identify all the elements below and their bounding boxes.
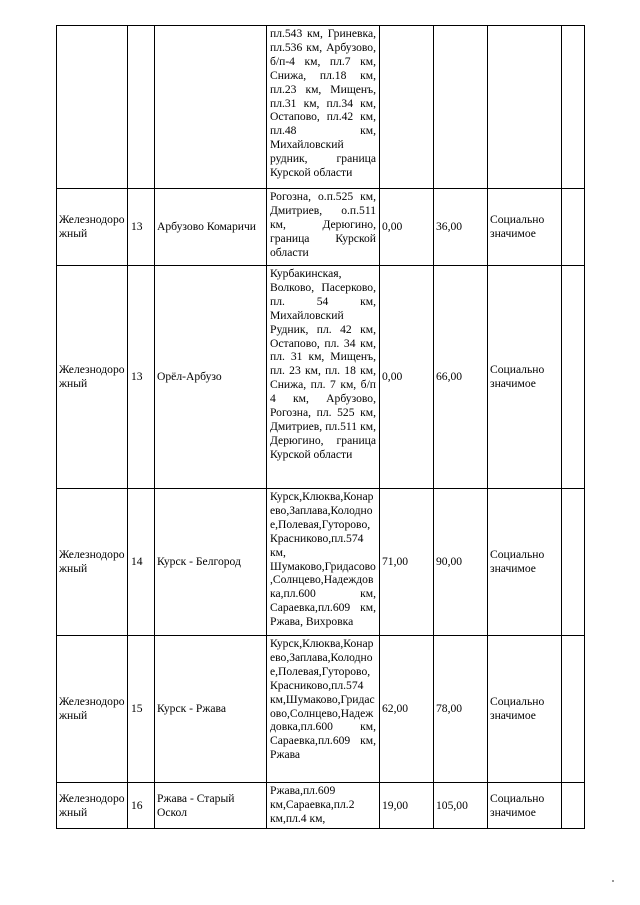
route-name-cell: Курск - Белгород — [155, 489, 267, 636]
status-cell: Социально значимое — [488, 783, 562, 829]
table-row — [57, 266, 585, 489]
route-number-cell: 14 — [128, 489, 155, 636]
extra-cell — [562, 783, 585, 829]
route-number-cell: 13 — [128, 189, 155, 266]
stops-cell: Ржава,пл.609 км,Сараевка,пл.2 км,пл.4 км, — [267, 783, 380, 829]
stops-cell: Курбакинская, Волково, Пасерково, пл. 54 км, Михайловский Рудник, пл. 42 км, Остапово, пл. 34 км, пл. 31 км, Мищенъ, пл. 23 км, пл. 18 км, Снижа, пл. 7 км, б/п 4 км, Арбузово, Рогозна, пл. 525 км, Дмитриев, пл.511 км, Дерюгино, граница Курской области — [267, 266, 380, 489]
stops-cell: Рогозна, о.п.525 км, Дмитриев, о.п.511 км, Дерюгино, граница Курской области — [267, 189, 380, 266]
distance-cell: 19,00 — [380, 783, 434, 829]
route-name-cell: Ржава - Старый Оскол — [155, 783, 267, 829]
transport-type-cell: Железнодорожный — [57, 266, 128, 489]
extra-cell — [562, 26, 585, 189]
status-cell: Социально значимое — [488, 189, 562, 266]
route-name-cell — [155, 26, 267, 189]
routes-table — [56, 25, 585, 829]
stops-cell: пл.543 км, Гриневка, пл.536 км, Арбузово, б/п-4 км, пл.7 км, Снижа, пл.18 км, пл.23 км, Мищенъ, пл.31 км, пл.34 км, Остапово, пл.42 км, пл.48 км, Михайловский рудник, граница Курской области — [267, 26, 380, 189]
transport-type-cell: Железнодорожный — [57, 783, 128, 829]
distance-cell: 0,00 — [380, 266, 434, 489]
table-row — [57, 189, 585, 266]
transport-type-cell: Железнодорожный — [57, 636, 128, 783]
table-row — [57, 489, 585, 636]
status-cell — [488, 26, 562, 189]
length-cell: 105,00 — [434, 783, 488, 829]
route-name-cell: Орёл-Арбузо — [155, 266, 267, 489]
extra-cell — [562, 489, 585, 636]
distance-cell: 0,00 — [380, 189, 434, 266]
route-number-cell: 16 — [128, 783, 155, 829]
length-cell: 36,00 — [434, 189, 488, 266]
route-name-cell: Курск - Ржава — [155, 636, 267, 783]
table-row — [57, 26, 585, 189]
length-cell: 90,00 — [434, 489, 488, 636]
status-cell: Социально значимое — [488, 489, 562, 636]
transport-type-cell: Железнодорожный — [57, 489, 128, 636]
table-row — [57, 636, 585, 783]
table-row — [57, 783, 585, 829]
status-cell: Социально значимое — [488, 266, 562, 489]
transport-type-cell: Железнодорожный — [57, 189, 128, 266]
stops-cell: Курск,Клюква,Конарево,Заплава,Колодное,Полевая,Гуторово,Красниково,пл.574 км, Шумаково,Гридасово,Солнцево,Надеждовка,пл.600 км, Сараевка,пл.609 км, Ржава, Вихровка — [267, 489, 380, 636]
route-number-cell: 15 — [128, 636, 155, 783]
extra-cell — [562, 636, 585, 783]
distance-cell — [380, 26, 434, 189]
distance-cell: 62,00 — [380, 636, 434, 783]
transport-type-cell — [57, 26, 128, 189]
extra-cell — [562, 266, 585, 489]
status-cell: Социально значимое — [488, 636, 562, 783]
stops-cell: Курск,Клюква,Конарево,Заплава,Колодное,Полевая,Гуторово,Красниково,пл.574 км,Шумаково,Гридасово,Солнцево,Надеждовка,пл.600 км, Сараевка,пл.609 км, Ржава — [267, 636, 380, 783]
route-name-cell: Арбузово Комаричи — [155, 189, 267, 266]
extra-cell — [562, 189, 585, 266]
length-cell: 66,00 — [434, 266, 488, 489]
route-number-cell — [128, 26, 155, 189]
length-cell: 78,00 — [434, 636, 488, 783]
distance-cell: 71,00 — [380, 489, 434, 636]
scan-speck — [612, 880, 614, 882]
length-cell — [434, 26, 488, 189]
route-number-cell: 13 — [128, 266, 155, 489]
